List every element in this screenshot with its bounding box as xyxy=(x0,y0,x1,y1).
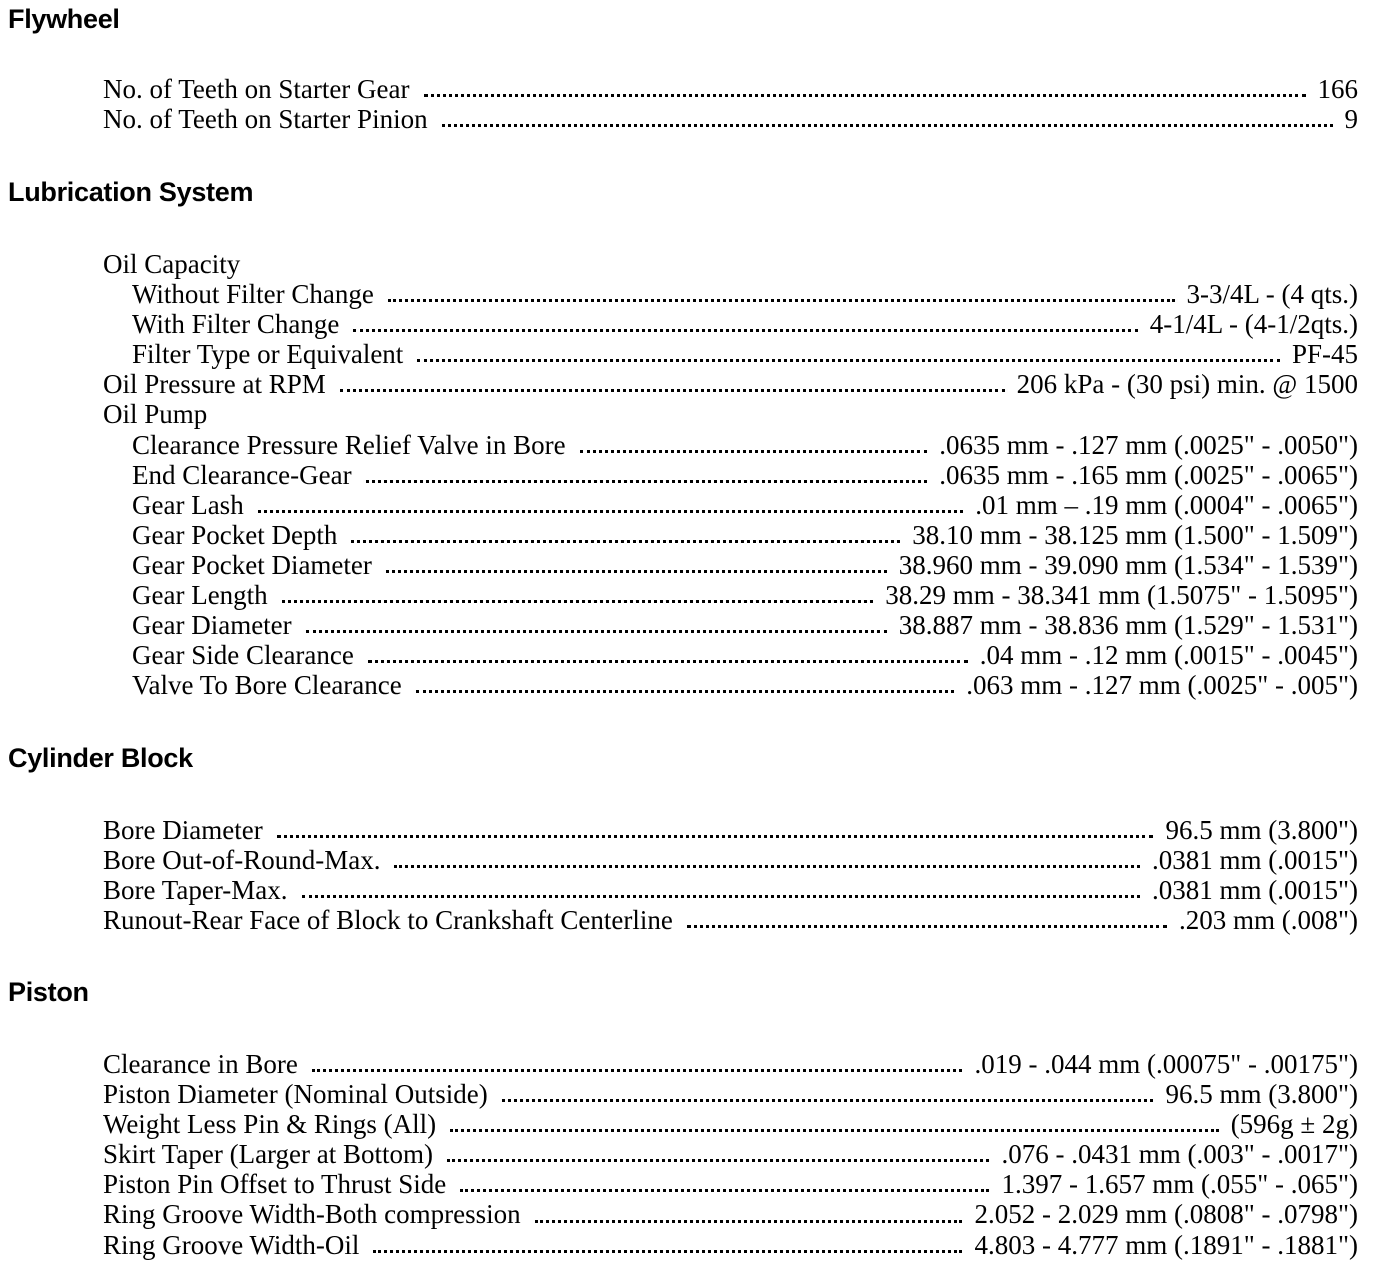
dot-leader xyxy=(302,895,1140,898)
spec-row xyxy=(0,670,1392,700)
spec-row xyxy=(0,104,1392,134)
spec-label: Filter Type or Equivalent xyxy=(132,339,404,370)
spec-row xyxy=(0,905,1392,935)
dot-leader xyxy=(366,480,928,483)
dot-leader xyxy=(460,1189,989,1192)
spec-label: Weight Less Pin & Rings (All) xyxy=(103,1109,437,1140)
spec-value: .019 - .044 mm (.00075" - .00175") xyxy=(974,1049,1358,1079)
spec-label: Gear Pocket Depth xyxy=(132,519,338,550)
spec-label: Gear Side Clearance xyxy=(132,640,354,671)
spec-value: 206 kPa - (30 psi) min. @ 1500 xyxy=(1016,369,1358,400)
spec-label: Piston Pin Offset to Thrust Side xyxy=(103,1169,447,1200)
spec-value: .0635 mm - .165 mm (.0025" - .0065") xyxy=(939,459,1358,490)
dot-leader xyxy=(277,835,1154,838)
spec-row xyxy=(0,460,1392,490)
spec-label: Ring Groove Width-Oil xyxy=(103,1229,360,1260)
dot-leader xyxy=(340,389,1005,392)
spec-value: 1.397 - 1.657 mm (.055" - .065") xyxy=(1001,1169,1358,1200)
spec-label: Clearance in Bore xyxy=(103,1049,298,1079)
spec-row xyxy=(0,580,1392,610)
dot-leader xyxy=(306,630,887,633)
dot-leader xyxy=(368,660,968,663)
spec-value: 9 xyxy=(1344,104,1358,135)
spec-label: Oil Pressure at RPM xyxy=(103,369,326,400)
section-title-flywheel: Flywheel xyxy=(8,4,120,34)
spec-value: .0635 mm - .127 mm (.0025" - .0050") xyxy=(939,429,1358,460)
spec-value: 4.803 - 4.777 mm (.1891" - .1881") xyxy=(974,1229,1358,1260)
spec-value: (596g ± 2g) xyxy=(1230,1109,1358,1140)
spec-row xyxy=(0,550,1392,580)
dot-leader xyxy=(687,925,1167,928)
spec-value: PF-45 xyxy=(1291,339,1358,370)
spec-row xyxy=(0,339,1392,369)
spec-value: .0381 mm (.0015") xyxy=(1151,845,1358,876)
spec-label: No. of Teeth on Starter Pinion xyxy=(103,104,428,135)
spec-row xyxy=(0,1079,1392,1109)
spec-row xyxy=(0,309,1392,339)
spec-value: 38.29 mm - 38.341 mm (1.5075" - 1.5095") xyxy=(885,580,1358,611)
dot-leader xyxy=(417,359,1280,362)
dot-leader xyxy=(535,1220,963,1223)
spec-value: .0381 mm (.0015") xyxy=(1151,875,1358,906)
spec-row xyxy=(0,490,1392,520)
dot-leader xyxy=(447,1159,989,1162)
piston-spec-list xyxy=(0,1049,1392,1260)
spec-value: 4-1/4L - (4-1/2qts.) xyxy=(1149,309,1358,340)
cylinder-block-spec-list xyxy=(0,815,1392,935)
spec-row xyxy=(0,1139,1392,1169)
spec-row xyxy=(0,845,1392,875)
spec-label: Gear Length xyxy=(132,580,268,611)
spec-row xyxy=(0,1230,1392,1260)
spec-row xyxy=(0,520,1392,550)
spec-value: 38.887 mm - 38.836 mm (1.529" - 1.531") xyxy=(898,610,1358,641)
spec-label: Runout-Rear Face of Block to Crankshaft Centerline xyxy=(103,905,673,936)
spec-label: Bore Taper-Max. xyxy=(103,875,288,906)
spec-row xyxy=(0,369,1392,399)
dot-leader xyxy=(373,1250,962,1253)
spec-value: .076 - .0431 mm (.003" - .0017") xyxy=(1001,1139,1358,1170)
spec-row xyxy=(0,815,1392,845)
spec-value: 96.5 mm (3.800") xyxy=(1165,1079,1358,1110)
lubrication-spec-list xyxy=(0,249,1392,700)
spec-label: Gear Lash xyxy=(132,489,244,520)
spec-label: Bore Diameter xyxy=(103,815,263,845)
spec-label: Ring Groove Width-Both compression xyxy=(103,1199,521,1230)
spec-row xyxy=(0,279,1392,309)
spec-row xyxy=(0,610,1392,640)
dot-leader xyxy=(312,1069,963,1072)
dot-leader xyxy=(388,299,1175,302)
spec-label: With Filter Change xyxy=(132,309,340,340)
dot-leader xyxy=(258,510,964,513)
spec-value: .063 mm - .127 mm (.0025" - .005") xyxy=(966,670,1358,701)
dot-leader xyxy=(282,600,874,603)
spec-value: .203 mm (.008") xyxy=(1178,905,1358,936)
dot-leader xyxy=(351,540,900,543)
dot-leader xyxy=(353,329,1137,332)
flywheel-spec-list xyxy=(0,74,1392,134)
spec-row xyxy=(0,1109,1392,1139)
spec-value: .04 mm - .12 mm (.0015" - .0045") xyxy=(979,640,1358,671)
spec-row xyxy=(0,640,1392,670)
spec-row xyxy=(0,1199,1392,1229)
spec-value: 2.052 - 2.029 mm (.0808" - .0798") xyxy=(974,1199,1358,1230)
spec-label: Gear Diameter xyxy=(132,610,292,641)
spec-value: 3-3/4L - (4 qts.) xyxy=(1186,279,1358,310)
subsection-label-oil-capacity: Oil Capacity xyxy=(103,249,241,279)
subsection-label-oil-pump: Oil Pump xyxy=(103,399,208,430)
spec-label: Valve To Bore Clearance xyxy=(132,670,402,701)
spec-value: 96.5 mm (3.800") xyxy=(1165,815,1358,845)
dot-leader xyxy=(450,1129,1219,1132)
dot-leader xyxy=(580,450,928,453)
spec-row xyxy=(0,74,1392,104)
dot-leader xyxy=(424,94,1306,97)
spec-label: No. of Teeth on Starter Gear xyxy=(103,74,410,104)
section-title-cylinder-block: Cylinder Block xyxy=(8,743,193,773)
spec-label: Piston Diameter (Nominal Outside) xyxy=(103,1079,488,1110)
spec-row xyxy=(0,1049,1392,1079)
spec-value: 38.960 mm - 39.090 mm (1.534" - 1.539") xyxy=(898,549,1358,580)
spec-label: Without Filter Change xyxy=(132,279,374,310)
spec-label: Clearance Pressure Relief Valve in Bore xyxy=(132,429,566,460)
spec-value: 166 xyxy=(1317,74,1358,104)
spec-label: Gear Pocket Diameter xyxy=(132,549,372,580)
section-title-piston: Piston xyxy=(8,977,89,1007)
section-title-lubrication-system: Lubrication System xyxy=(8,177,254,207)
spec-value: .01 mm – .19 mm (.0004" - .0065") xyxy=(975,489,1358,520)
dot-leader xyxy=(386,570,887,573)
spec-row xyxy=(0,875,1392,905)
spec-row xyxy=(0,430,1392,460)
spec-row xyxy=(0,1169,1392,1199)
dot-leader xyxy=(394,865,1140,868)
spec-label: End Clearance-Gear xyxy=(132,459,352,490)
spec-label: Bore Out-of-Round-Max. xyxy=(103,845,381,876)
dot-leader xyxy=(442,124,1333,127)
dot-leader xyxy=(502,1099,1154,1102)
spec-value: 38.10 mm - 38.125 mm (1.500" - 1.509") xyxy=(912,519,1358,550)
dot-leader xyxy=(416,690,954,693)
spec-label: Skirt Taper (Larger at Bottom) xyxy=(103,1139,434,1170)
